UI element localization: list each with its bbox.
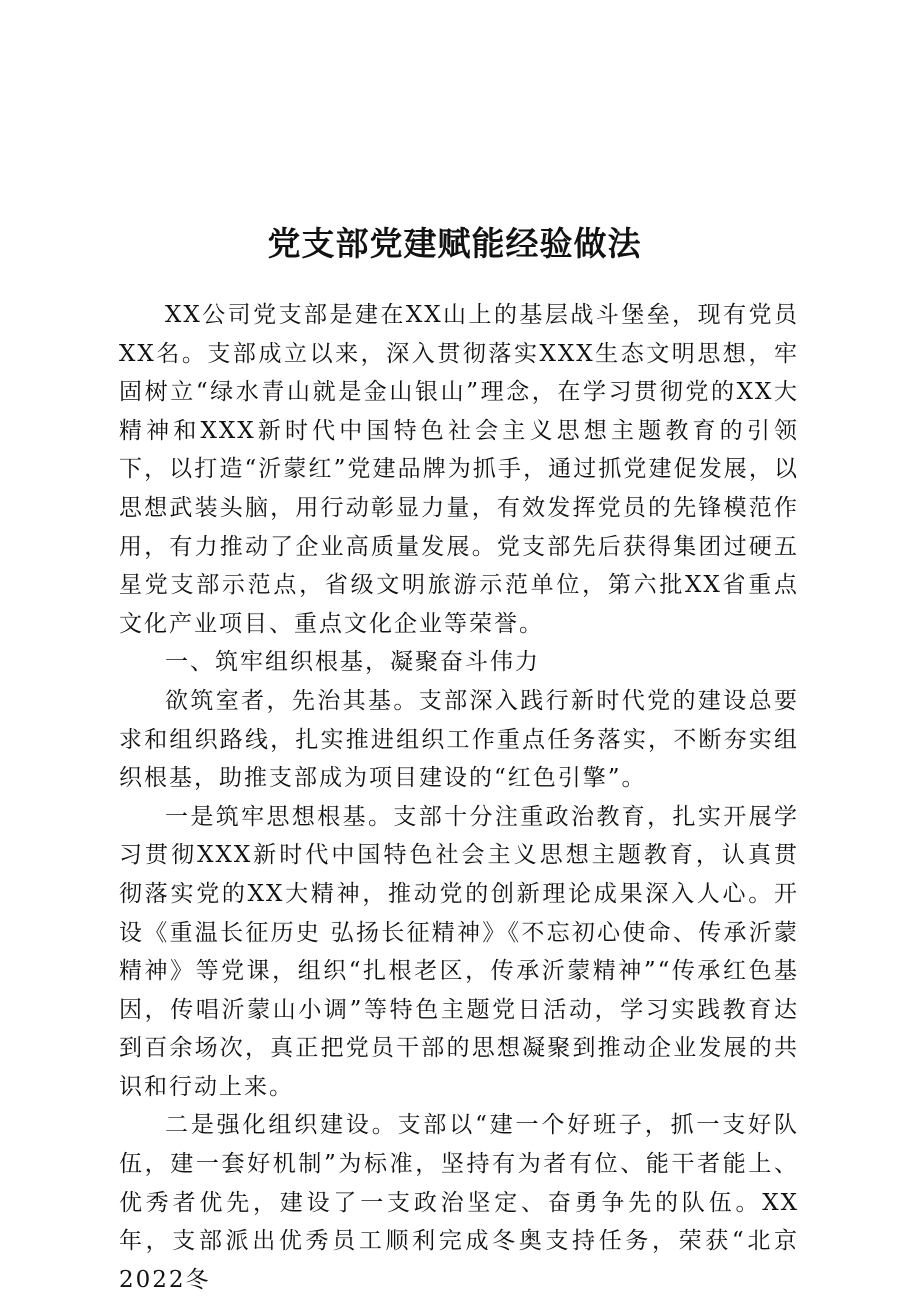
document-body (119, 296, 799, 1299)
paragraph-organization-building: 二是强化组织建设。支部以“建一个好班子，抓一支好队伍，建一套好机制”为标准，坚持有为者有位、能干者能上、优秀者优先，建设了一支政治坚定、奋勇争先的队伍。XX年，支部派出优秀员工顺利完成冬奥支持任务，荣获“北京2022冬 (119, 1112, 799, 1293)
paragraph-section-1-intro: 欲筑室者，先治其基。支部深入践行新时代党的建设总要求和组织路线，扎实推进组织工作重点任务落实，不断夯实组织根基，助推支部成为项目建设的“红色引擎”。 (119, 687, 799, 792)
section-heading-1: 一、筑牢组织根基，凝聚奋斗伟力 (165, 649, 540, 676)
paragraph-thought-foundation: 一是筑牢思想根基。支部十分注重政治教育，扎实开展学习贯彻XXX新时代中国特色社会主义思想主题教育，认真贯彻落实党的XX大精神，推动党的创新理论成果深入人心。开设《重温长征历史 弘扬长征精神》《不忘初心使命、传承沂蒙精神》等党课，组织“扎根老区，传承沂蒙精神”“传承红色基因，传唱沂蒙山小调”等特色主题党日活动，学习实践教育达到百余场次，真正把党员干部的思想凝聚到推动企业发展的共识和行动上来。 (119, 803, 799, 1100)
paragraph-intro: XX公司党支部是建在XX山上的基层战斗堡垒，现有党员XX名。支部成立以来，深入贯彻落实XXX生态文明思想，牢固树立“绿水青山就是金山银山”理念，在学习贯彻党的XX大精神和XXX新时代中国特色社会主义思想主题教育的引领下，以打造“沂蒙红”党建品牌为抓手，通过抓党建促发展，以思想武装头脑，用行动彰显力量，有效发挥党员的先锋模范作用，有力推动了企业高质量发展。党支部先后获得集团过硬五星党支部示范点，省级文明旅游示范单位，第六批XX省重点文化产业项目、重点文化企业等荣誉。 (119, 302, 799, 637)
document-title: 党支部党建赋能经验做法 (267, 224, 642, 264)
